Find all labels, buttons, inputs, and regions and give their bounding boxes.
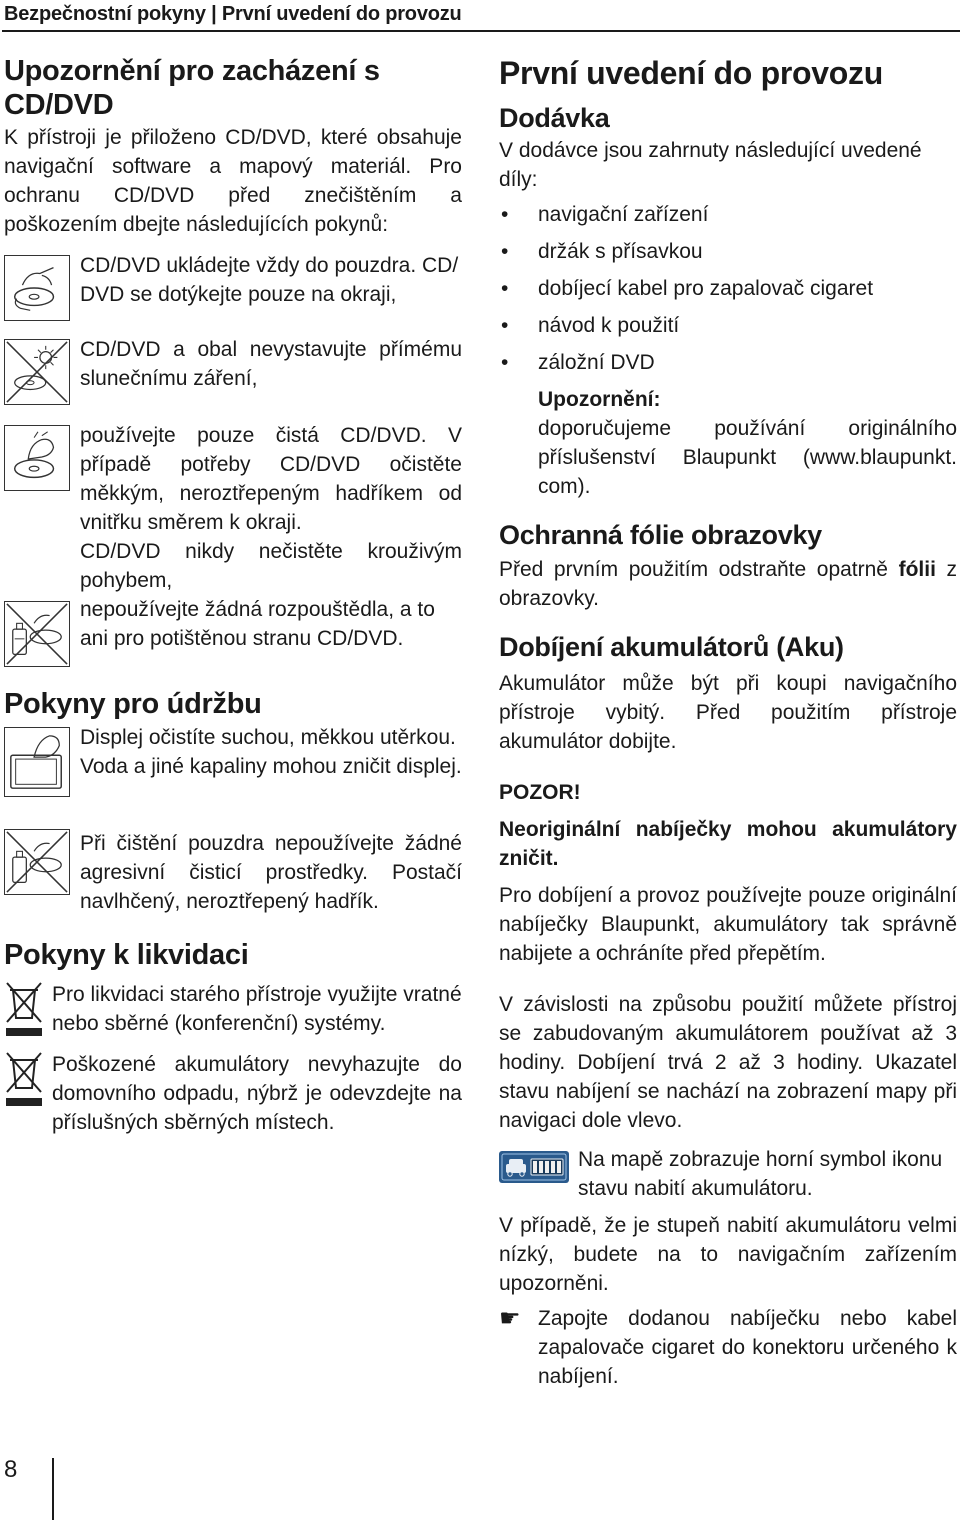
disposal-title: Pokyny k likvidaci	[4, 939, 249, 971]
screen-foil-text-bold: fólii	[898, 558, 936, 581]
delivery-item: • dobíjecí kabel pro zapalovač cigaret	[499, 270, 957, 307]
cd-section-title: Upozornění pro zacházení s CD/DVD	[4, 55, 380, 121]
header-title: Bezpečnostní pokyny | První uvedení do provozu	[4, 3, 462, 25]
cd-item-solvent-block	[80, 537, 462, 653]
charging-text: Akumulátor může být při koupi navigačního přístroje vybitý. Před použitím přístroje akumulátor dobijte.	[499, 672, 957, 753]
solvent-icon-column	[4, 537, 70, 667]
warning-bold-text: Neoriginální nabíječky mohou akumulátory zničit.	[499, 818, 957, 870]
instruction-row	[499, 1304, 957, 1391]
cd-item-clean	[4, 421, 462, 537]
crossed-bin-icon	[4, 980, 44, 1038]
no-cleaner-icon	[4, 829, 70, 895]
delivery-item: • záložní DVD	[499, 344, 957, 381]
cd-item-storage-text: CD/DVD ukládejte vždy do pouzdra. CD/ DVD se dotýkejte pouze na okraji,	[80, 254, 459, 306]
cd-item-solvent-text1: CD/DVD nikdy nečistěte krouživým pohybem,	[80, 540, 462, 592]
delivery-intro: V dodávce jsou zahrnuty následující uvedené díly:	[499, 139, 922, 191]
status-row	[499, 1145, 957, 1203]
no-solvent-icon	[4, 601, 70, 667]
footer-divider	[52, 1458, 54, 1520]
cd-item-solvent-text2: nepoužívejte žádná rozpouštědla, a to ani pro potištěnou stranu CD/DVD.	[80, 598, 435, 650]
page-number: 8	[4, 1456, 18, 1483]
warning-text: Pro dobíjení a provoz používejte pouze originální nabíječky Blaupunkt, akumulátory tak správně nabijete a ochráníte před přepětím.	[499, 884, 957, 965]
cd-item-clean-text: používejte pouze čistá CD/DVD. V případě potřeby CD/DVD očistěte měkkým, neroztřepeným hadříkem od vnitřku směrem k okraji.	[80, 424, 462, 534]
maintenance-title: Pokyny pro údržbu	[4, 688, 262, 720]
charging-title: Dobíjení akumulátorů (Aku)	[499, 632, 844, 662]
screen-foil-title: Ochranná fólie obrazovky	[499, 520, 822, 550]
main-title: První uvedení do provozu	[499, 55, 883, 91]
cd-cleaning-icon	[4, 425, 70, 491]
cd-item-clean-block	[80, 421, 462, 537]
cd-item-sunlight-text: CD/DVD a obal nevystavujte přímému slunečnímu záření,	[80, 338, 462, 390]
disposal-device-text: Pro likvidaci starého přístroje využijte vratné nebo sběrné (konferenční) systémy.	[52, 983, 462, 1035]
page-header	[2, 0, 960, 32]
maintenance-case-text: Při čištění pouzdra nepoužívejte žádné agresivní čisticí prostředky. Postačí navlhčený, neroztřepený hadřík.	[80, 832, 462, 913]
low-battery-text: V případě, že je stupeň nabití akumulátoru velmi nízký, budete na to navigačním zařízením upozorněni.	[499, 1214, 957, 1295]
cd-item-solvent	[4, 537, 462, 667]
note-text: doporučujeme používání originálního příslušenství Blaupunkt (www.blaupunkt. com).	[538, 417, 957, 498]
delivery-list	[499, 196, 957, 381]
maintenance-item-case	[4, 829, 462, 916]
disposal-battery-text: Poškozené akumulátory nevyhazujte do domovního odpadu, nýbrž je odevzdejte na příslušných sběrných místech.	[52, 1053, 462, 1134]
cd-item-sunlight	[4, 335, 462, 405]
maintenance-display-text: Displej očistíte suchou, měkkou utěrkou. Voda a jiné kapaliny mohou zničit displej.	[80, 726, 462, 778]
cd-item-storage	[4, 251, 462, 321]
maintenance-item-display	[4, 723, 462, 797]
screen-foil-text	[499, 555, 957, 613]
delivery-item: • držák s přísavkou	[499, 233, 957, 270]
right-column	[499, 40, 957, 1391]
instruction-text: Zapojte dodanou nabíječku nebo kabel zapalovače cigaret do konektoru určeného k nabíjení.	[538, 1307, 957, 1388]
duration-text: V závislosti na způsobu použití můžete přístroj se zabudovaným akumulátorem používat až 3 hodiny. Dobíjení trvá 2 až 3 hodiny. Ukazatel stavu nabíjení se nachází na zobrazení mapy při navigaci dole vlevo.	[499, 993, 957, 1132]
note-label: Upozornění:	[538, 388, 661, 411]
display-wipe-icon	[4, 727, 70, 797]
pointing-hand-icon: ☛	[499, 1305, 521, 1332]
disposal-item-battery	[4, 1050, 462, 1137]
screen-foil-text-after: z obrazovky.	[499, 558, 957, 610]
cd-hold-edge-icon	[4, 255, 70, 321]
cd-intro: K přístroji je přiloženo CD/DVD, které obsahuje navigační software a mapový materiál. Pro ochranu CD/DVD před znečištěním a poškozením dbejte následujících pokynů:	[4, 126, 462, 236]
status-text: Na mapě zobrazuje horní symbol ikonu stavu nabití akumulátoru.	[578, 1148, 943, 1200]
delivery-title: Dodávka	[499, 103, 610, 133]
no-sunlight-icon	[4, 339, 70, 405]
warning-title: POZOR!	[499, 781, 581, 804]
battery-status-icon	[499, 1151, 569, 1183]
delivery-item: • navigační zařízení	[499, 196, 957, 233]
delivery-note	[538, 385, 957, 501]
delivery-item: • návod k použití	[499, 307, 957, 344]
left-column	[4, 40, 462, 1137]
screen-foil-text-before: Před prvním použitím odstraňte opatrně	[499, 558, 888, 581]
disposal-item-device	[4, 980, 462, 1038]
crossed-bin-icon	[4, 1050, 44, 1108]
